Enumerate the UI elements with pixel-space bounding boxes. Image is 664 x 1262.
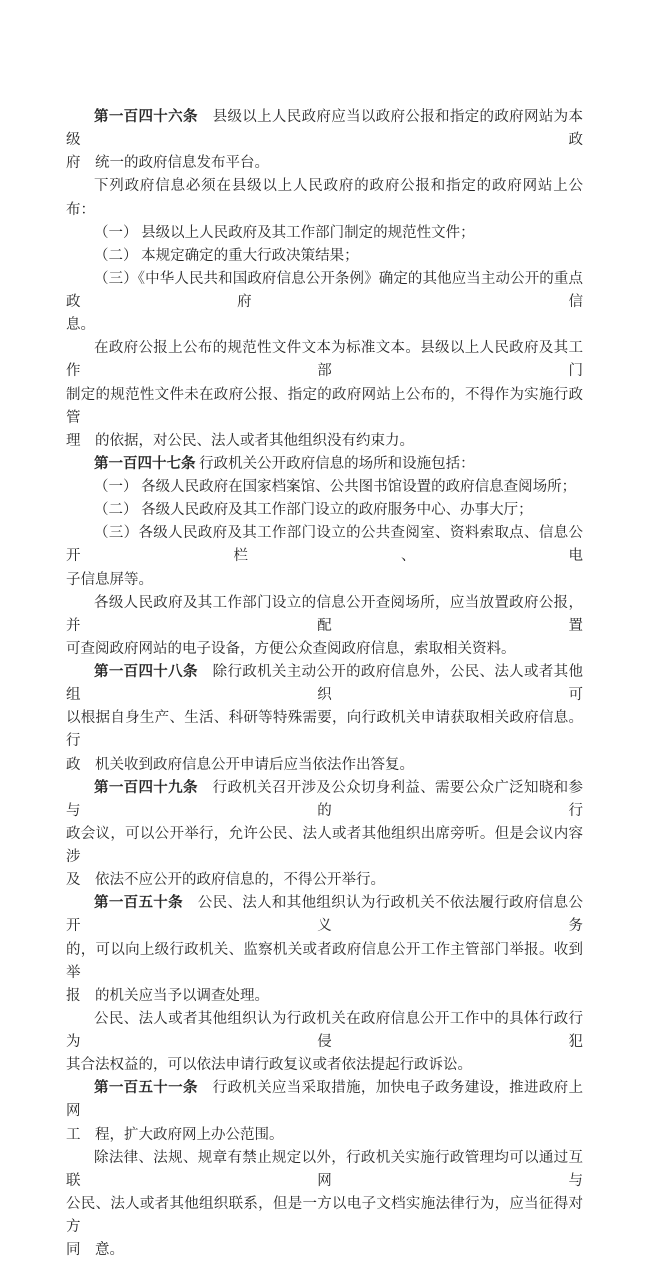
line-text: 可查阅政府网站的电子设备，方便公众查阅政府信息，索取相关资料。: [66, 640, 516, 657]
article-heading: 第一百四十九条: [94, 779, 198, 796]
document-line: [66, 823, 583, 869]
line-text: 行政机关召开涉及公众切身利益、需要公众广泛知晓和参与的行: [66, 779, 583, 819]
document-body: [66, 106, 583, 1262]
document-line: [66, 175, 583, 221]
line-text: 子信息屏等。: [66, 571, 153, 588]
line-text: 的，可以向上级行政机关、监察机关或者政府信息公开工作主管部门举报。收到举: [66, 941, 583, 981]
line-text: 工 程，扩大政府网上办公范围。: [66, 1126, 284, 1143]
document-line: [66, 430, 583, 453]
line-text: 行政机关应当采取措施，加快电子政务建设，推进政府上网: [66, 1080, 583, 1120]
line-text: 下列政府信息必须在县级以上人民政府的政府公报和指定的政府网站上公布：: [66, 178, 583, 218]
line-text: 各级人民政府及其工作部门设立的信息公开查阅场所，应当放置政府公报，并配置: [66, 594, 583, 634]
article-heading: 第一百五十一条: [94, 1080, 198, 1097]
line-text: 政会议，可以公开举行，允许公民、法人或者其他组织出席旁听。但是会议内容涉: [66, 825, 583, 865]
article-heading: 第一百五十条: [94, 895, 183, 912]
document-line: [66, 939, 583, 985]
document-line: [66, 268, 583, 314]
article-heading: 第一百四十八条: [94, 664, 198, 680]
document-line: [66, 592, 583, 638]
document-line: [66, 106, 583, 152]
line-text: 政 机关收到政府信息公开申请后应当依法作出答复。: [66, 756, 414, 773]
document-line: [66, 476, 583, 499]
document-line: [66, 892, 583, 938]
document-line: [66, 869, 583, 892]
document-line: [66, 707, 583, 753]
line-text: 其合法权益的，可以依法申请行政复议或者依法提起行政诉讼。: [66, 1057, 472, 1074]
document-line: [66, 453, 583, 476]
line-text: 公民、法人和其他组织认为行政机关不依法履行政府信息公开义务: [66, 895, 583, 935]
document-line: [66, 245, 583, 268]
line-text: （三）《中华人民共和国政府信息公开条例》确定的其他应当主动公开的重点政府 信: [66, 270, 583, 310]
document-line: [66, 1054, 583, 1077]
document-line: [66, 1124, 583, 1147]
line-text: 行政机关公开政府信息的场所和设施包括：: [195, 455, 475, 472]
document-line: [66, 777, 583, 823]
article-heading: 第一百四十六条: [94, 109, 198, 125]
document-line: [66, 222, 583, 245]
document-line: [66, 152, 583, 175]
line-text: 县级以上人民政府应当以政府公报和指定的政府网站为本级政: [66, 109, 583, 149]
line-text: （二） 本规定确定的重大行政决策结果；: [94, 247, 359, 264]
document-line: [66, 754, 583, 777]
document-line: [66, 337, 583, 383]
line-text: 以根据自身生产、生活、科研等特殊需要，向行政机关申请获取相关政府信息。行: [66, 710, 583, 750]
document-line: [66, 985, 583, 1008]
document-line: [66, 499, 583, 522]
line-text: （一） 县级以上人民政府及其工作部门制定的规范性文件；: [94, 224, 475, 241]
line-text: （三）各级人民政府及其工作部门设立的公共查阅室、资料索取点、信息公开栏、电: [66, 525, 583, 565]
document-line: [66, 384, 583, 430]
document-line: [66, 569, 583, 592]
line-text: 在政府公报上公布的规范性文件文本为标准文本。县级以上人民政府及其工作部门: [66, 340, 583, 380]
document-line: [66, 1147, 583, 1193]
line-text: （一） 各级人民政府在国家档案馆、公共图书馆设置的政府信息查阅场所；: [94, 479, 577, 495]
line-text: 府 统一的政府信息发布平台。: [66, 155, 269, 172]
line-text: 除法律、法规、规章有禁止规定以外，行政机关实施行政管理均可以通过互联网与: [66, 1149, 583, 1189]
line-text: 息。: [66, 317, 95, 334]
article-heading: 第一百四十七条: [94, 455, 196, 472]
line-text: 同 意。: [66, 1242, 124, 1259]
line-text: （二） 各级人民政府及其工作部门设立的政府服务中心、办事大厅；: [94, 502, 533, 519]
line-text: 公民、法人或者其他组织认为行政机关在政府信息公开工作中的具体行政行为侵犯: [66, 1010, 583, 1050]
document-line: [66, 1239, 583, 1262]
line-text: 公民、法人或者其他组织联系，但是一方以电子文档实施法律行为，应当征得对方: [66, 1195, 583, 1235]
line-text: 理 的依据，对公民、法人或者其他组织没有约束力。: [66, 432, 414, 449]
line-text: 除行政机关主动公开的政府信息外，公民、法人或者其他组织可: [66, 664, 583, 704]
document-line: [66, 1193, 583, 1239]
document-line: [66, 638, 583, 661]
document-line: [66, 1077, 583, 1123]
document-line: [66, 522, 583, 568]
document-line: [66, 1008, 583, 1054]
document-line: [66, 661, 583, 707]
document-line: [66, 314, 583, 337]
line-text: 制定的规范性文件未在政府公报、指定的政府网站上公布的，不得作为实施行政管: [66, 386, 583, 426]
line-text: 及 依法不应公开的政府信息的，不得公开举行。: [66, 872, 385, 889]
line-text: 报 的机关应当予以调查处理。: [66, 987, 269, 1004]
